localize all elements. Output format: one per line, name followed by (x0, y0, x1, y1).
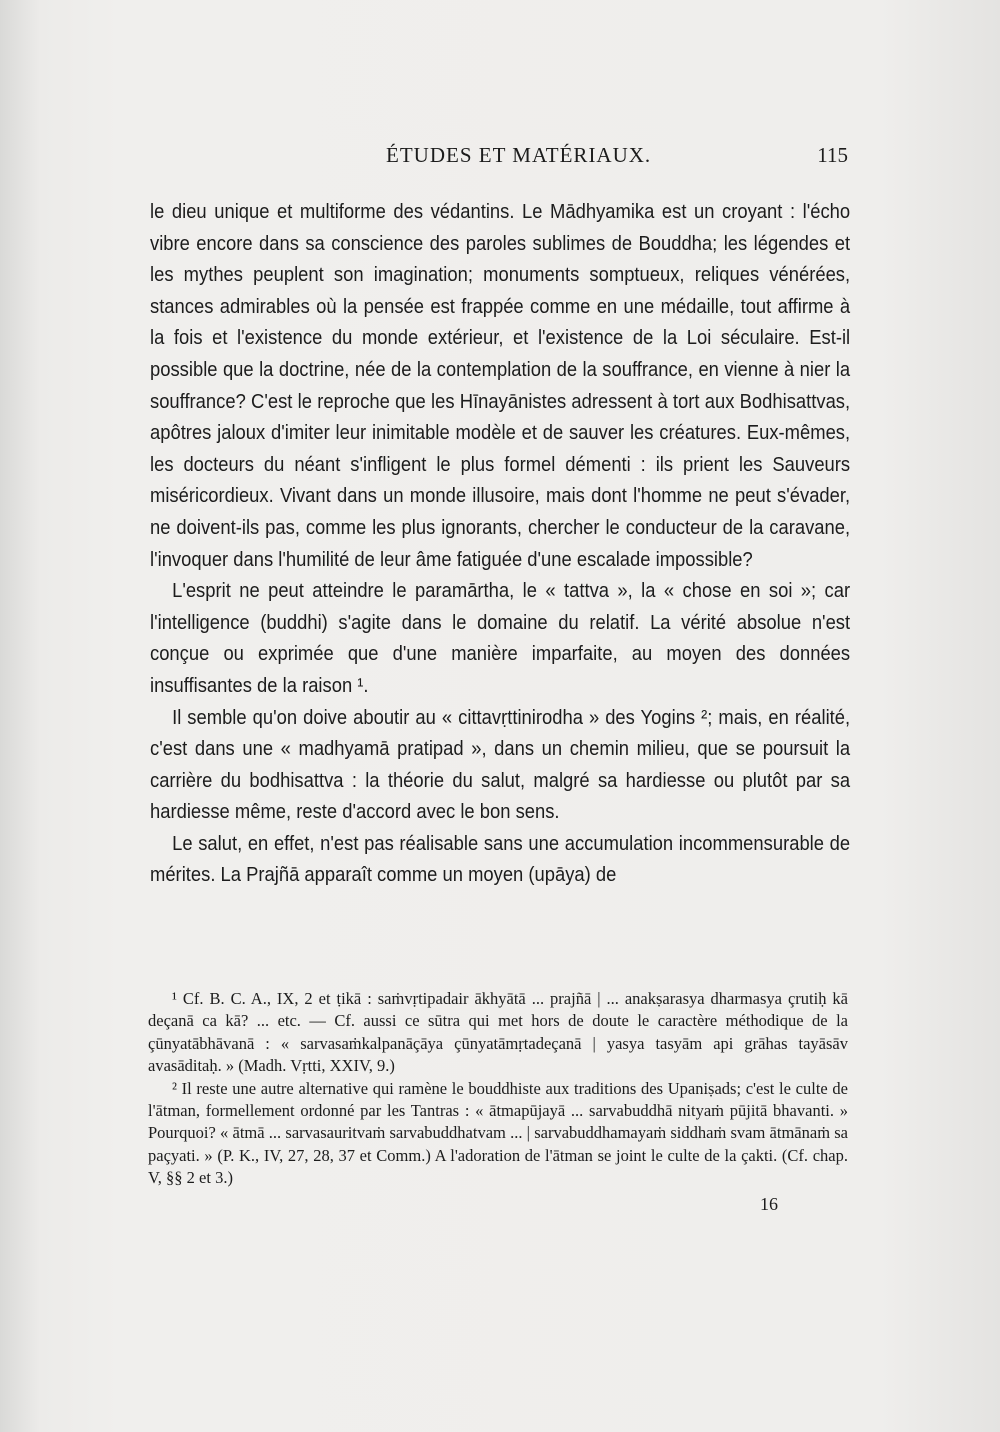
footnotes (148, 988, 848, 1190)
main-text (150, 197, 850, 892)
paragraph-4: Le salut, en effet, n'est pas réalisable sans une accumulation incommensurable de mérites. La Prajñā apparaît comme un moyen (upāya) de (150, 832, 851, 887)
footnote-2: ² Il reste une autre alternative qui ramène le bouddhiste aux traditions des Upaniṣads; c'est le culte de l'ātman, formellement ordonné par les Tantras : « ātmapūjayā ... sarvabuddhā nityaṁ pūjitā bhavanti. » Pourquoi? « ātmā ... sarvasauritvaṁ sarvabuddhatvam ... | sarvabuddhamayaṁ siddhaṁ svam ātmānaṁ sa paçyati. » (P. K., IV, 27, 28, 37 et Comm.) A l'adoration de l'ātman se joint le culte de la çakti. (Cf. chap. V, §§ 2 et 3.) (148, 1078, 848, 1188)
page-header (150, 143, 850, 173)
footnote-1: ¹ Cf. B. C. A., IX, 2 et ṭikā : saṁvṛtipadair ākhyātā ... prajñā | ... anakṣarasya dharmasya çrutiḥ kā deçanā ca kā? ... etc. — Cf. aussi ce sūtra qui met hors de doute le caractère méthodique de la çūnyatābhāvanā : « sarvasaṁkalpanāçāya çūnyatāmṛtadeçanā | yasya tasyām api grāhas tayāsāv avasāditaḥ. » (Madh. Vṛtti, XXIV, 9.) (148, 989, 848, 1076)
running-title: ÉTUDES ET MATÉRIAUX. (386, 143, 652, 167)
page-number: 115 (817, 143, 848, 167)
signature-mark: 16 (760, 1194, 778, 1214)
paragraph-1: le dieu unique et multiforme des védantins. Le Mādhyamika est un croyant : l'écho vibre encore dans sa conscience des paroles sublimes de Bouddha; les légendes et les mythes peuplent son imagination; monuments somptueux, reliques vénérées, stances admirables où la pensée est frappée comme en une médaille, tout affirme à la fois et l'existence du monde extérieur, et l'existence de la Loi séculaire. Est-il possible que la doctrine, née de la contemplation de la souffrance, en vienne à nier la souffrance? C'est le reproche que les Hīnayānistes adressent à tort aux Bodhisattvas, apôtres jaloux d'imiter leur inimitable modèle et de sauver les créatures. Eux-mêmes, les docteurs du néant s'infligent le plus formel démenti : ils prient les Sauveurs miséricordieux. Vivant dans un monde illusoire, mais dont l'homme ne peut s'évader, ne doivent-ils pas, comme les plus ignorants, chercher le conducteur de la caravane, l'invoquer dans l'humilité de leur âme fatiguée d'une escalade impossible? (150, 201, 851, 571)
paragraph-3: Il semble qu'on doive aboutir au « cittavṛttinirodha » des Yogins ²; mais, en réalité, c'est dans une « madhyamā pratipad », dans un chemin milieu, que se poursuit la carrière du bodhisattva : la théorie du salut, malgré sa hardiesse ou plutôt par sa hardiesse même, reste d'accord avec le bon sens. (150, 706, 851, 824)
paragraph-2: L'esprit ne peut atteindre le paramārtha, le « tattva », la « chose en soi »; car l'intelligence (buddhi) s'agite dans le domaine du relatif. La vérité absolue n'est conçue ou exprimée que d'une manière imparfaite, au moyen des données insuffisantes de la raison ¹. (150, 580, 851, 697)
